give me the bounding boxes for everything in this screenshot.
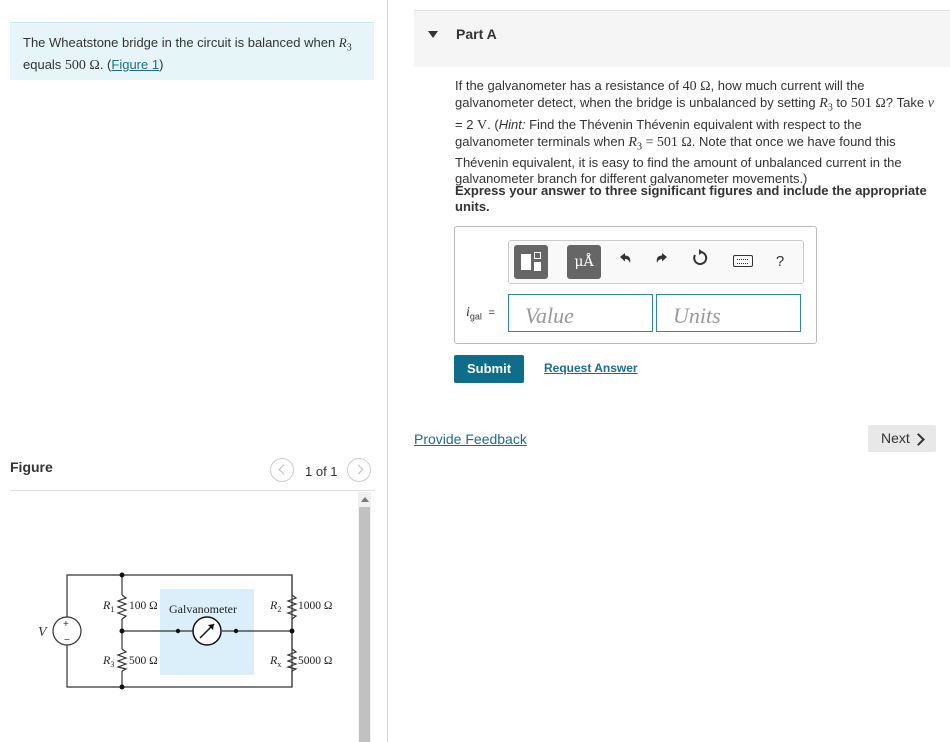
figure-pager: 1 of 1 bbox=[305, 464, 338, 479]
r3-value: 500 Ω bbox=[129, 655, 158, 667]
question-text bbox=[455, 78, 935, 187]
q-text-1: If the galvanometer has a resistance of bbox=[455, 78, 683, 93]
q-var-sub: 3 bbox=[827, 102, 833, 114]
math-toolbar bbox=[508, 240, 804, 284]
r2-value: 1000 Ω bbox=[298, 600, 333, 612]
reset-icon[interactable] bbox=[687, 249, 713, 275]
next-figure-button[interactable] bbox=[347, 458, 371, 482]
intro-value: 500 Ω bbox=[64, 57, 100, 73]
q-rg: 40 Ω bbox=[682, 79, 711, 94]
answer-equals: = bbox=[488, 307, 495, 319]
intro-text: The Wheatstone bridge in the circuit is balanced when bbox=[23, 35, 339, 50]
chevron-right-icon bbox=[354, 465, 364, 475]
redo-icon[interactable] bbox=[649, 249, 675, 275]
q-text-4: ? Take bbox=[885, 95, 928, 110]
resistor-rx bbox=[288, 631, 296, 687]
q-text-2: , how much current will the galvanometer detect, when the bridge is unbalanced by setting bbox=[455, 78, 865, 110]
q-hint: Hint: bbox=[498, 116, 526, 132]
rx-value: 5000 Ω bbox=[298, 655, 333, 667]
units-button[interactable]: μÅ bbox=[567, 245, 601, 279]
q-r3: 501 Ω bbox=[850, 96, 886, 111]
next-label: Next bbox=[881, 430, 910, 446]
templates-icon[interactable] bbox=[514, 245, 548, 279]
request-answer-link[interactable]: Request Answer bbox=[544, 361, 638, 375]
r1-value: 100 Ω bbox=[129, 600, 158, 612]
q-text-6: Find the Thévenin Thévenin equivalent with respect to the galvanometer terminals when bbox=[455, 116, 862, 149]
value-input[interactable] bbox=[508, 294, 653, 332]
problem-intro bbox=[10, 22, 374, 80]
answer-label bbox=[466, 304, 495, 322]
chevron-left-icon bbox=[279, 465, 289, 475]
resistor-r3 bbox=[118, 649, 126, 671]
intro-close: ) bbox=[159, 56, 164, 72]
chevron-right-icon bbox=[912, 433, 925, 446]
intro-var-sub: 3 bbox=[346, 42, 352, 54]
panel-divider bbox=[387, 0, 388, 742]
figure-divider bbox=[10, 490, 375, 491]
r2-label: $R_2$ bbox=[270, 598, 282, 614]
undo-icon[interactable] bbox=[612, 249, 638, 275]
answer-instructions: Express your answer to three significant figures and include the appropriate units. bbox=[455, 183, 927, 214]
rx-label: $R_x$ bbox=[270, 653, 282, 669]
answer-var-sub: gal bbox=[469, 311, 482, 322]
q-var-2: R bbox=[628, 134, 637, 150]
prev-figure-button[interactable] bbox=[270, 458, 294, 482]
circuit-diagram bbox=[30, 565, 350, 700]
keyboard-icon[interactable] bbox=[733, 255, 753, 267]
part-header[interactable] bbox=[414, 10, 950, 67]
help-icon[interactable]: ? bbox=[775, 253, 785, 270]
part-title: Part A bbox=[456, 26, 497, 42]
q-text-5: . ( bbox=[487, 116, 499, 132]
q-var: R bbox=[819, 96, 828, 111]
intro-text-mid: equals bbox=[23, 56, 65, 72]
q-text-3: to bbox=[832, 95, 851, 110]
galvanometer-label: Galvanometer bbox=[169, 602, 237, 616]
answer-box bbox=[454, 226, 817, 344]
r3-label: $R_3$ bbox=[103, 653, 115, 669]
source-label: V bbox=[38, 625, 47, 640]
intro-var: R bbox=[338, 35, 347, 50]
next-button[interactable] bbox=[868, 425, 936, 452]
figure-title: Figure bbox=[10, 459, 53, 475]
figure-link[interactable]: Figure 1 bbox=[111, 56, 160, 72]
q-var-sub-2: 3 bbox=[636, 141, 642, 153]
source-plus: + bbox=[63, 619, 69, 630]
source-minus: − bbox=[64, 635, 70, 646]
intro-text-after: . ( bbox=[99, 56, 112, 72]
scroll-up-icon[interactable] bbox=[361, 497, 369, 502]
collapse-caret-icon[interactable] bbox=[428, 31, 438, 38]
q-v-eq: = 2 bbox=[455, 116, 478, 132]
submit-button[interactable]: Submit bbox=[454, 355, 524, 383]
provide-feedback-link[interactable]: Provide Feedback bbox=[414, 431, 527, 447]
figure-scrollbar[interactable] bbox=[358, 492, 371, 742]
scroll-thumb[interactable] bbox=[359, 507, 370, 742]
r1-label: $R_1$ bbox=[103, 598, 115, 614]
q-v-var: v bbox=[927, 96, 934, 111]
units-input[interactable] bbox=[656, 294, 801, 332]
q-v-unit: V bbox=[477, 117, 488, 133]
q-eq: = 501 Ω bbox=[641, 134, 692, 150]
resistor-r1 bbox=[118, 595, 126, 619]
q-text-7: . Note that once we have found this Thévenin equivalent, it is easy to find the amount of unbalanced current in the galvanometer branch for different galvanometer movements.) bbox=[455, 133, 902, 187]
answer-var: i bbox=[466, 305, 470, 320]
